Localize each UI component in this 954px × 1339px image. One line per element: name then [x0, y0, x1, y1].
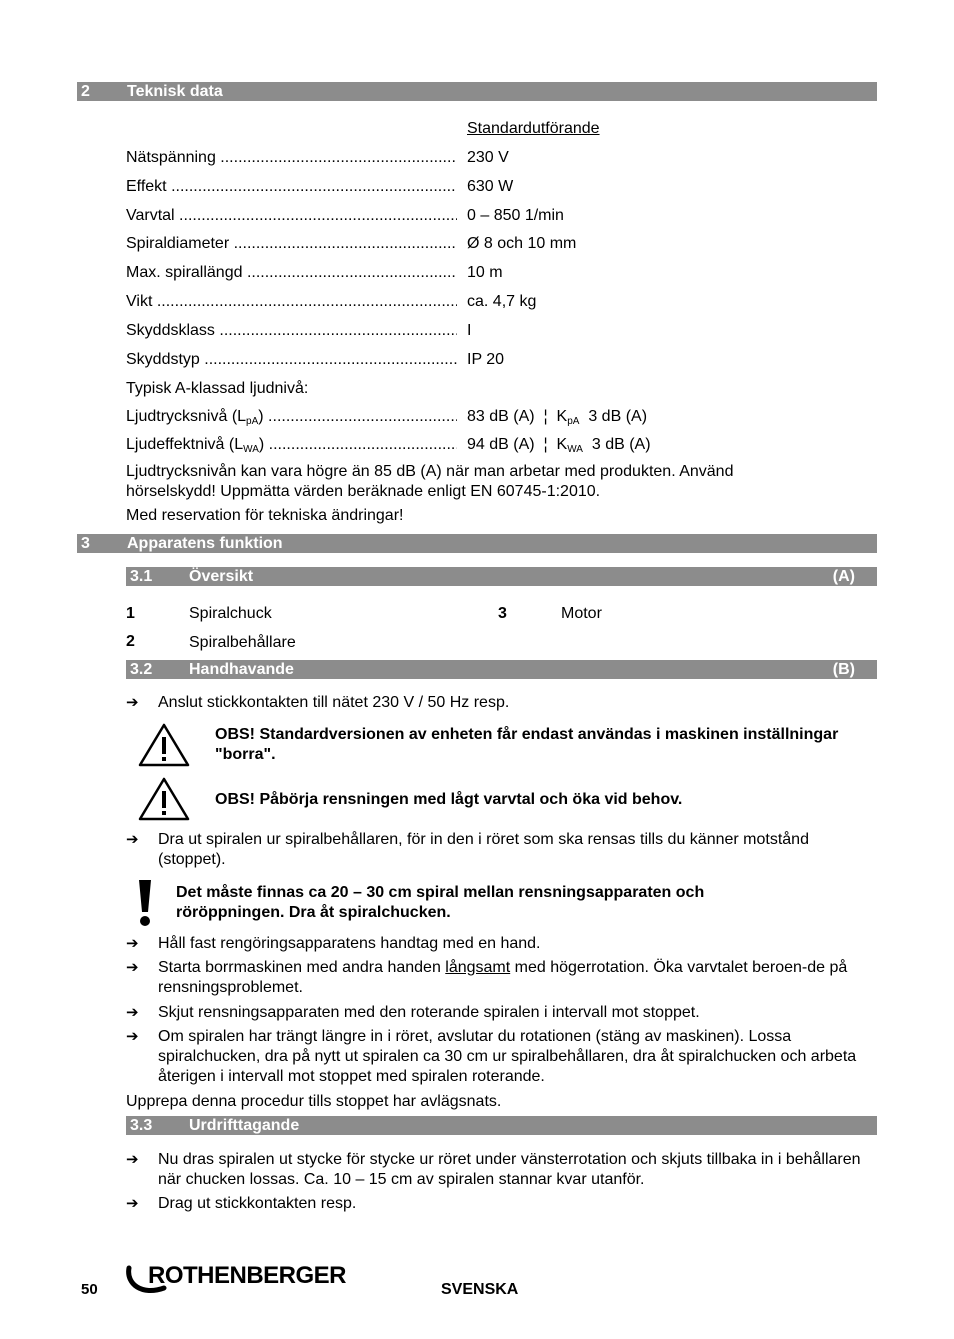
item-number: 1 [126, 605, 135, 622]
warning-triangle-icon [137, 776, 191, 822]
spec-value: Ø 8 och 10 mm [467, 235, 577, 252]
instruction-step [126, 958, 876, 998]
instruction-step [126, 934, 876, 954]
spec-label: Spiraldiameter ..... [126, 235, 457, 253]
noise-row [126, 408, 886, 430]
exclamation-icon [136, 878, 154, 928]
instruction-step [126, 830, 876, 870]
section-title: Teknisk data [127, 83, 223, 100]
subsection-number: 3.3 [130, 1117, 153, 1134]
repeat-note: Upprepa denna procedur tills stoppet har avlägsnats. [126, 1093, 502, 1110]
step-text: Nu dras spiralen ut stycke för stycke ur röret under vänsterrotation och skjuts tillbaka in i behållaren när chucken lossas. Ca. 10 – 15 cm av spiralen stannar kvar utanför. [158, 1151, 861, 1188]
noise-value: 94 dB (A) ¦ $K_{WA}$ 3 dB (A) [467, 436, 651, 455]
item-label: Spiralchuck [189, 605, 272, 622]
step-text: Om spiralen har trängt längre in i röret, avslutar du rotationen (stäng av maskinen). Lossa spiralchucken, dra på nytt ut spiralen ca 30 cm ur spiralbehållaren, dra åt spiralchucken och arbeta återigen i intervall mot stoppet med spiralen roterande. [158, 1028, 857, 1085]
spec-label: Nätspänning ..... [126, 149, 457, 167]
section-3-header [77, 534, 877, 553]
instruction-step [126, 1194, 876, 1214]
step-text: Drag ut stickkontakten resp. [158, 1195, 357, 1212]
spec-column-header: Standardutförande [467, 120, 600, 137]
section-title: Apparatens funktion [127, 535, 283, 552]
spec-row [126, 207, 886, 229]
subsection-3-1-header [126, 567, 877, 586]
page-number: 50 [81, 1281, 98, 1298]
warning-text: OBS! Standardversionen av enheten får endast användas i maskinen inställningar "borra". [215, 726, 839, 763]
important-note: Det måste finnas ca 20 – 30 cm spiral mellan rensningsapparaten och röröppningen. Dra åt spiralchucken. [176, 884, 705, 921]
instruction-step [126, 693, 876, 713]
spec-label: Varvtal ..... [126, 207, 457, 225]
instruction-step [126, 1027, 876, 1087]
subsection-3-2-header [126, 660, 877, 679]
warning-text: OBS! Påbörja rensningen med lågt varvtal och öka vid behov. [215, 791, 683, 808]
brand-name: ROTHENBERGER [148, 1262, 347, 1289]
arrow-bullet-icon: ➔ [126, 1151, 139, 1168]
subsection-title: Översikt [189, 568, 254, 585]
section-2-header [77, 82, 877, 101]
subsection-number: 3.1 [130, 568, 153, 585]
item-label: Spiralbehållare [189, 634, 296, 651]
spec-row [126, 351, 886, 373]
spec-label: Max. spirallängd ..... [126, 264, 457, 282]
spec-value: ca. 4,7 kg [467, 293, 537, 310]
arrow-bullet-icon: ➔ [126, 1195, 139, 1212]
brand-logo [124, 1262, 364, 1298]
spec-value: 230 V [467, 149, 509, 166]
item-number: 3 [498, 605, 507, 622]
spec-row [126, 322, 886, 344]
spec-value: I [467, 322, 472, 339]
spec-row [126, 178, 886, 200]
spec-label: Skyddstyp ..... [126, 351, 457, 369]
spec-row [126, 149, 886, 171]
spec-label: Skyddsklass ..... [126, 322, 457, 340]
instruction-step [126, 1150, 876, 1190]
arrow-bullet-icon: ➔ [126, 935, 139, 952]
arrow-bullet-icon: ➔ [126, 1028, 139, 1045]
reservation-note: Med reservation för tekniska ändringar! [126, 507, 404, 524]
figure-ref: (B) [832, 661, 855, 678]
item-number: 2 [126, 633, 135, 650]
instruction-step [126, 1003, 876, 1023]
step-text: Skjut rensningsapparaten med den roterande spiralen i intervall mot stoppet. [158, 1004, 700, 1021]
noise-row [126, 436, 886, 458]
step-text: Anslut stickkontakten till nätet 230 V / 50 Hz resp. [158, 694, 510, 711]
arrow-bullet-icon: ➔ [126, 959, 139, 976]
section-number: 3 [81, 535, 90, 552]
item-label: Motor [561, 605, 602, 622]
subsection-3-3-header [126, 1116, 877, 1135]
spec-label: Vikt ..... [126, 293, 457, 311]
step-text: Starta borrmaskinen med andra handen långsamt med högerrotation. Öka varvtalet beroen-de på rensningsproblemet. [158, 959, 848, 996]
noise-label: Ljudeffektnivå $(L_{WA})$ ..... [126, 436, 457, 455]
arrow-bullet-icon: ➔ [126, 1004, 139, 1021]
subsection-title: Urdrifttagande [189, 1117, 300, 1134]
spec-value: 0 – 850 1/min [467, 207, 564, 224]
spec-value: 630 W [467, 178, 514, 195]
step-text: Håll fast rengöringsapparatens handtag med en hand. [158, 935, 541, 952]
spec-row [126, 293, 886, 315]
noise-note: Ljudtrycksnivån kan vara högre än 85 dB (A) när man arbetar med produkten. Använd hörselskydd! Uppmätta värden beräknade enligt EN 60745-1:2010. [126, 463, 734, 500]
noise-label: Ljudtrycksnivå $(L_{pA})$ ..... [126, 408, 457, 427]
arrow-bullet-icon: ➔ [126, 831, 139, 848]
noise-heading: Typisk A-klassad ljudnivå: [126, 380, 309, 397]
spec-label: Effekt ..... [126, 178, 457, 196]
subsection-title: Handhavande [189, 661, 294, 678]
language-label: SVENSKA [441, 1281, 519, 1298]
spec-row [126, 264, 886, 286]
spec-row [126, 235, 886, 257]
section-number: 2 [81, 83, 90, 100]
subsection-number: 3.2 [130, 661, 153, 678]
step-text: Dra ut spiralen ur spiralbehållaren, för in den i röret som ska rensas tills du känner motstånd (stoppet). [158, 831, 809, 868]
arrow-bullet-icon: ➔ [126, 694, 139, 711]
warning-triangle-icon [137, 722, 191, 768]
spec-value: IP 20 [467, 351, 505, 368]
figure-ref: (A) [832, 568, 855, 585]
noise-value: 83 dB (A) ¦ $K_{pA}$ 3 dB (A) [467, 408, 648, 427]
spec-value: 10 m [467, 264, 503, 281]
